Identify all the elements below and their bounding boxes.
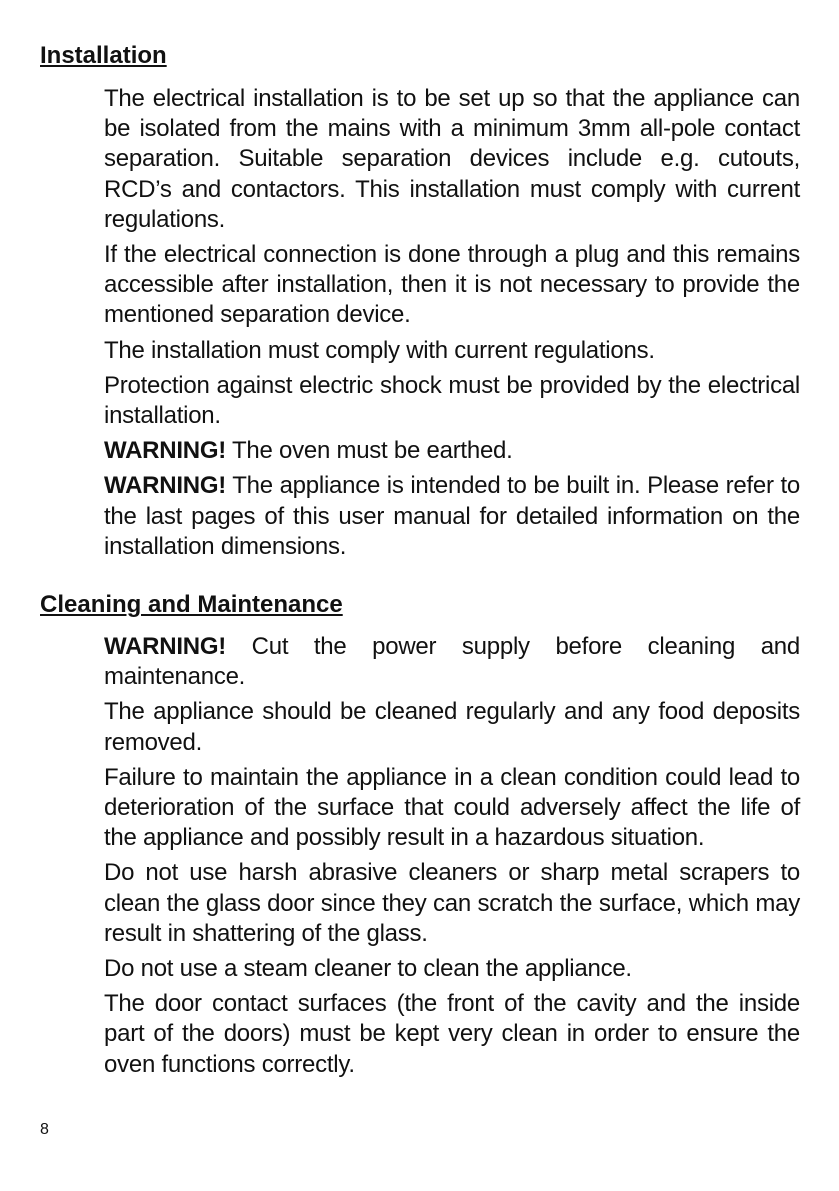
installation-warning-paragraph: [104, 436, 800, 466]
paragraph-text: Do not use a steam cleaner to clean the appliance.: [104, 955, 632, 983]
warning-label: WARNING!: [104, 472, 226, 500]
cleaning-paragraph: [104, 858, 800, 949]
paragraph-text: The appliance should be cleaned regularly and any food deposits removed.: [104, 698, 800, 756]
warning-label: WARNING!: [104, 633, 226, 660]
paragraph-text: The installation must comply with current regulations.: [104, 336, 655, 364]
paragraph-text: Cut the power supply before cleaning and maintenance.: [104, 633, 800, 691]
cleaning-paragraph: [104, 989, 800, 1080]
paragraph-text: Protection against electric shock must be provided by the electrical installation.: [104, 371, 800, 430]
installation-paragraph: [104, 240, 800, 331]
paragraph-text: Do not use harsh abrasive cleaners or sharp metal scrapers to clean the glass door since they can scratch the surface, which may result in shattering of the glass.: [104, 859, 800, 947]
page-number: 8: [40, 1121, 49, 1138]
installation-heading: Installation: [40, 42, 167, 69]
paragraph-text: The electrical installation is to be set up so that the appliance can be isolated from the mains with a minimum 3mm all-pole contact separation. Suitable separation devices include e.g. cutouts, RCD’s and contactors. This installation must comply with current regulations.: [104, 85, 800, 233]
installation-section: [104, 84, 800, 567]
paragraph-text: The appliance is intended to be built in. Please refer to the last pages of this user manual for detailed information on the installation dimensions.: [104, 472, 800, 560]
installation-paragraph: [104, 336, 800, 366]
cleaning-section: [104, 632, 800, 1085]
paragraph-text: The oven must be earthed.: [225, 437, 513, 465]
paragraph-text: If the electrical connection is done through a plug and this remains accessible after installation, then it is not necessary to provide the mentioned separation device.: [104, 241, 800, 329]
paragraph-text: Failure to maintain the appliance in a clean condition could lead to deterioration of the surface that could adversely affect the life of the appliance and possibly result in a hazardous situation.: [104, 763, 800, 852]
installation-paragraph: [104, 84, 800, 235]
cleaning-paragraph: [104, 697, 800, 757]
cleaning-warning-paragraph: [104, 632, 800, 692]
installation-paragraph: [104, 371, 800, 431]
warning-label: WARNING!: [104, 437, 226, 465]
cleaning-paragraph: [104, 954, 800, 984]
installation-warning-paragraph: [104, 471, 800, 562]
cleaning-heading: Cleaning and Maintenance: [40, 591, 343, 618]
paragraph-text: The door contact surfaces (the front of the cavity and the inside part of the doors) must be kept very clean in order to ensure the oven functions correctly.: [104, 990, 800, 1078]
cleaning-paragraph: [104, 763, 800, 854]
